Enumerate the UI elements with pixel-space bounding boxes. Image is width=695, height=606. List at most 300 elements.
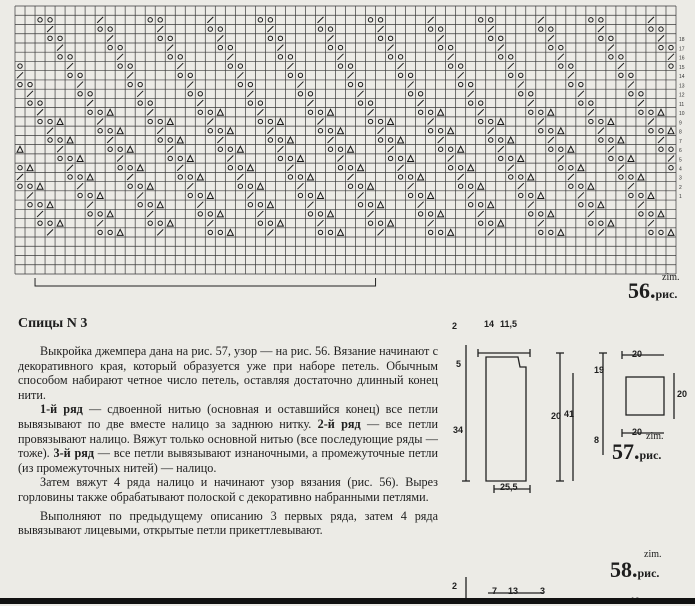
yarn-over-symbol [288, 175, 292, 179]
decrease-symbol [598, 128, 604, 134]
triangle-symbol [87, 174, 93, 180]
triangle-symbol [598, 202, 604, 208]
fig58-dim-b: 13 [508, 586, 519, 596]
yarn-over-symbol [148, 101, 152, 105]
yarn-over-symbol [148, 202, 152, 206]
decrease-symbol [317, 119, 323, 125]
yarn-over-symbol [248, 82, 252, 86]
yarn-over-symbol [298, 73, 302, 77]
yarn-over-symbol [589, 18, 593, 22]
decrease-symbol [37, 109, 43, 115]
triangle-symbol [207, 192, 213, 198]
yarn-over-symbol [659, 129, 663, 133]
yarn-over-symbol [108, 230, 112, 234]
decrease-symbol [277, 146, 283, 152]
yarn-over-symbol [38, 119, 42, 123]
yarn-over-symbol [78, 175, 82, 179]
yarn-over-symbol [468, 184, 472, 188]
chart-grid-lines [15, 6, 676, 274]
yarn-over-symbol [358, 184, 362, 188]
triangle-symbol [217, 211, 223, 217]
decrease-symbol [538, 17, 544, 23]
yarn-over-symbol [428, 230, 432, 234]
triangle-symbol [307, 174, 313, 180]
decrease-symbol [17, 174, 23, 180]
yarn-over-symbol [509, 156, 513, 160]
paragraph-intro: Выкройка джемпера дана на рис. 57, узор — на рис. 56. Вязание начинают с декоративного края, который образуется уже при наборе петель. Обычным способом набирают четное число петель, оставляя достаточно длинный конец нити. [18, 344, 438, 402]
yarn-over-symbol [368, 18, 372, 22]
triangle-symbol [257, 183, 263, 189]
decrease-symbol [47, 229, 53, 235]
yarn-over-symbol [438, 45, 442, 49]
decrease-symbol [428, 119, 434, 125]
triangle-symbol [548, 211, 554, 217]
yarn-over-symbol [338, 64, 342, 68]
yarn-over-symbol [509, 73, 513, 77]
yarn-over-symbol [198, 193, 202, 197]
decrease-symbol [518, 82, 524, 88]
yarn-over-symbol [609, 55, 613, 59]
triangle-symbol [558, 128, 564, 134]
triangle-symbol [227, 229, 233, 235]
triangle-symbol [277, 220, 283, 226]
decrease-symbol [297, 82, 303, 88]
yarn-over-symbol [248, 184, 252, 188]
yarn-over-symbol [278, 138, 282, 142]
yarn-over-symbol [38, 221, 42, 225]
decrease-symbol [327, 35, 333, 41]
yarn-over-symbol [489, 36, 493, 40]
row1-label: 1-й ряд [40, 402, 83, 417]
decrease-symbol [97, 220, 103, 226]
decrease-symbol [468, 192, 474, 198]
yarn-over-symbol [178, 55, 182, 59]
yarn-over-symbol [328, 129, 332, 133]
figure-57-number: 57. [612, 439, 640, 464]
decrease-symbol [508, 165, 514, 171]
yarn-over-symbol [58, 36, 62, 40]
decrease-symbol [57, 45, 63, 51]
decrease-symbol [608, 45, 614, 51]
row-number: 7 [679, 138, 682, 145]
yarn-over-symbol [479, 119, 483, 123]
chart-grid [0, 0, 695, 300]
decrease-symbol [117, 54, 123, 60]
yarn-over-symbol [288, 156, 292, 160]
fig58-dim-left: 2 [452, 581, 458, 591]
yarn-over-symbol [48, 36, 52, 40]
yarn-over-symbol [328, 45, 332, 49]
triangle-symbol [478, 183, 484, 189]
yarn-over-symbol [589, 119, 593, 123]
yarn-over-symbol [458, 82, 462, 86]
pattern-diagrams [448, 315, 695, 604]
yarn-over-symbol [138, 101, 142, 105]
yarn-over-symbol [278, 55, 282, 59]
triangle-symbol [608, 119, 614, 125]
yarn-over-symbol [619, 175, 623, 179]
triangle-symbol [568, 146, 574, 152]
yarn-over-symbol [98, 110, 102, 114]
yarn-over-symbol [198, 92, 202, 96]
yarn-over-symbol [48, 221, 52, 225]
yarn-over-symbol [228, 166, 232, 170]
decrease-symbol [378, 229, 384, 235]
yarn-over-symbol [599, 18, 603, 22]
yarn-over-symbol [208, 230, 212, 234]
yarn-over-symbol [418, 212, 422, 216]
yarn-over-symbol [178, 156, 182, 160]
decrease-symbol [307, 100, 313, 106]
yarn-over-symbol [138, 202, 142, 206]
yarn-over-symbol [408, 193, 412, 197]
decrease-symbol [568, 174, 574, 180]
yarn-over-symbol [308, 193, 312, 197]
triangle-symbol [57, 119, 63, 125]
yarn-over-symbol [258, 202, 262, 206]
triangle-symbol [47, 202, 53, 208]
yarn-over-symbol [378, 36, 382, 40]
yarn-over-symbol [138, 82, 142, 86]
decrease-symbol [107, 137, 113, 143]
figure-57-suffix: рис. [639, 448, 662, 462]
decrease-symbol [187, 183, 193, 189]
yarn-over-symbol [328, 27, 332, 31]
yarn-over-symbol [428, 212, 432, 216]
triangle-symbol [327, 211, 333, 217]
row-number: 2 [679, 184, 682, 191]
triangle-symbol [137, 165, 143, 171]
triangle-symbol [77, 155, 83, 161]
yarn-over-symbol [188, 73, 192, 77]
triangle-symbol [167, 119, 173, 125]
yarn-over-symbol [268, 138, 272, 142]
decrease-symbol [428, 220, 434, 226]
yarn-over-symbol [118, 45, 122, 49]
decrease-symbol [368, 211, 374, 217]
triangle-symbol [628, 155, 634, 161]
decrease-symbol [257, 211, 263, 217]
triangle-symbol [658, 211, 664, 217]
triangle-symbol [358, 165, 364, 171]
decrease-symbol [337, 155, 343, 161]
decrease-symbol [207, 119, 213, 125]
decrease-symbol [267, 26, 273, 32]
yarn-over-symbol [148, 119, 152, 123]
yarn-over-symbol [278, 36, 282, 40]
dim-top-a: 14 [484, 319, 495, 329]
figure-56-number: 56. [628, 278, 656, 303]
yarn-over-symbol [138, 184, 142, 188]
yarn-over-symbol [158, 18, 162, 22]
yarn-over-symbol [218, 147, 222, 151]
decrease-symbol [478, 211, 484, 217]
yarn-over-symbol [609, 36, 613, 40]
triangle-symbol [337, 128, 343, 134]
decrease-symbol [448, 54, 454, 60]
triangle-symbol [267, 202, 273, 208]
decrease-symbol [327, 137, 333, 143]
instructions [18, 316, 438, 538]
decrease-symbol [448, 155, 454, 161]
figure-56-watermark: zim. [662, 272, 680, 283]
yarn-over-symbol [58, 55, 62, 59]
row-number: 5 [679, 157, 682, 164]
yarn-over-symbol [58, 156, 62, 160]
dim-left-big: 34 [453, 425, 464, 435]
row-number: 8 [679, 129, 682, 136]
yarn-over-symbol [388, 36, 392, 40]
yarn-over-symbol [569, 82, 573, 86]
triangle-symbol [97, 192, 103, 198]
decrease-symbol [247, 192, 253, 198]
yarn-over-symbol [619, 156, 623, 160]
yarn-over-symbol [108, 27, 112, 31]
yarn-over-symbol [649, 27, 653, 31]
triangle-symbol [498, 220, 504, 226]
triangle-symbol [57, 220, 63, 226]
row-number: 13 [679, 83, 685, 90]
yarn-over-symbol [589, 202, 593, 206]
yarn-over-symbol [358, 202, 362, 206]
yarn-over-symbol [108, 129, 112, 133]
yarn-over-symbol [88, 193, 92, 197]
yarn-over-symbol [58, 138, 62, 142]
triangle-symbol [648, 192, 654, 198]
figure-58-suffix: рис. [637, 566, 660, 580]
row-number: 16 [679, 55, 685, 62]
decrease-symbol [177, 63, 183, 69]
yarn-over-symbol [198, 110, 202, 114]
decrease-symbol [67, 165, 73, 171]
yarn-over-symbol [458, 166, 462, 170]
yarn-over-symbol [639, 193, 643, 197]
dim-right-d: 8 [594, 435, 600, 445]
decrease-symbol [317, 17, 323, 23]
yarn-over-symbol [569, 166, 573, 170]
yarn-over-symbol [448, 45, 452, 49]
yarn-over-symbol [629, 193, 633, 197]
triangle-symbol [508, 137, 514, 143]
triangle-symbol [117, 128, 123, 134]
decrease-symbol [27, 192, 33, 198]
decrease-symbol [458, 174, 464, 180]
yarn-over-symbol [398, 73, 402, 77]
yarn-over-symbol [208, 212, 212, 216]
yarn-over-symbol [539, 212, 543, 216]
yarn-over-symbol [368, 101, 372, 105]
yarn-over-symbol [208, 27, 212, 31]
decrease-symbol [207, 17, 213, 23]
yarn-over-symbol [378, 138, 382, 142]
yarn-over-symbol [529, 92, 533, 96]
triangle-symbol [217, 109, 223, 115]
decrease-symbol [227, 54, 233, 60]
triangle-symbol [388, 220, 394, 226]
yarn-over-symbol [669, 64, 673, 68]
decrease-symbol [97, 17, 103, 23]
decrease-symbol [358, 91, 364, 97]
yarn-over-symbol [468, 202, 472, 206]
triangle-symbol [498, 119, 504, 125]
yarn-over-symbol [258, 221, 262, 225]
yarn-over-symbol [619, 55, 623, 59]
yarn-over-symbol [529, 110, 533, 114]
yarn-over-symbol [308, 92, 312, 96]
yarn-over-symbol [148, 18, 152, 22]
yarn-over-symbol [258, 119, 262, 123]
yarn-over-symbol [629, 92, 633, 96]
yarn-over-symbol [609, 138, 613, 142]
decrease-symbol [257, 109, 263, 115]
yarn-over-symbol [228, 64, 232, 68]
yarn-over-symbol [398, 156, 402, 160]
decrease-symbol [147, 109, 153, 115]
figure-58-watermark: zim. [644, 549, 662, 560]
yarn-over-symbol [519, 92, 523, 96]
decrease-symbol [368, 109, 374, 115]
yarn-over-symbol [629, 73, 633, 77]
dim-top-b: 11,5 [500, 319, 518, 329]
decrease-symbol [378, 26, 384, 32]
yarn-over-symbol [168, 36, 172, 40]
row-number: 17 [679, 46, 685, 53]
sleeve-dim-top: 20 [632, 349, 643, 359]
yarn-over-symbol [649, 212, 653, 216]
knitting-chart [0, 0, 695, 300]
yarn-over-symbol [178, 175, 182, 179]
yarn-over-symbol [158, 138, 162, 142]
decrease-symbol [57, 146, 63, 152]
yarn-over-symbol [408, 175, 412, 179]
triangle-symbol [458, 146, 464, 152]
yarn-over-symbol [348, 184, 352, 188]
decrease-symbol [598, 26, 604, 32]
decrease-symbol [117, 155, 123, 161]
decrease-symbol [277, 45, 283, 51]
triangle-symbol [548, 109, 554, 115]
yarn-over-symbol [38, 18, 42, 22]
yarn-over-symbol [258, 101, 262, 105]
triangle-symbol [528, 174, 534, 180]
row-number: 10 [679, 111, 685, 118]
triangle-symbol [67, 137, 73, 143]
yarn-over-symbol [318, 230, 322, 234]
decrease-symbol [97, 119, 103, 125]
decrease-symbol [157, 26, 163, 32]
row-number: 12 [679, 92, 685, 99]
decrease-symbol [648, 119, 654, 125]
sleeve-dim-right: 20 [677, 389, 688, 399]
yarn-over-symbol [18, 184, 22, 188]
decrease-symbol [418, 202, 424, 208]
yarn-over-symbol [479, 101, 483, 105]
yarn-over-symbol [168, 138, 172, 142]
decrease-symbol [558, 54, 564, 60]
decrease-symbol [167, 146, 173, 152]
decrease-symbol [217, 35, 223, 41]
yarn-over-symbol [458, 64, 462, 68]
yarn-over-symbol [368, 119, 372, 123]
yarn-over-symbol [589, 221, 593, 225]
repeat-bracket [35, 278, 376, 286]
row-number: 1 [679, 194, 682, 201]
yarn-over-symbol [438, 230, 442, 234]
yarn-over-symbol [338, 45, 342, 49]
yarn-over-symbol [38, 101, 42, 105]
decrease-symbol [458, 72, 464, 78]
decrease-symbol [157, 229, 163, 235]
yarn-over-symbol [499, 138, 503, 142]
decrease-symbol [638, 100, 644, 106]
decrease-symbol [217, 137, 223, 143]
triangle-symbol [287, 137, 293, 143]
decrease-symbol [77, 183, 83, 189]
decrease-symbol [388, 146, 394, 152]
decrease-symbol [628, 183, 634, 189]
decrease-symbol [137, 91, 143, 97]
yarn-over-symbol [639, 92, 643, 96]
paragraph-final: Выполняют по предыдущему описанию 3 первых ряда, затем 4 ряда вывязывают лицевыми, открытые петли прикеттлевывают. [18, 508, 438, 538]
yarn-over-symbol [238, 82, 242, 86]
decrease-symbol [668, 54, 674, 60]
yarn-over-symbol [268, 36, 272, 40]
decrease-symbol [648, 17, 654, 23]
decrease-symbol [468, 91, 474, 97]
triangle-symbol [187, 155, 193, 161]
row2-label: 2-й ряд [317, 416, 361, 431]
decrease-symbol [107, 35, 113, 41]
decrease-symbol [47, 26, 53, 32]
decrease-symbol [77, 82, 83, 88]
yarn-over-symbol [589, 101, 593, 105]
decrease-symbol [147, 211, 153, 217]
yarn-over-symbol [489, 138, 493, 142]
triangle-symbol [297, 155, 303, 161]
triangle-symbol [37, 183, 43, 189]
decrease-symbol [237, 174, 243, 180]
triangle-symbol [428, 192, 434, 198]
triangle-symbol [448, 128, 454, 134]
triangle-symbol [117, 229, 123, 235]
triangle-symbol [418, 174, 424, 180]
row-number: 9 [679, 120, 682, 127]
decrease-symbol [398, 165, 404, 171]
yarn-over-symbol [438, 27, 442, 31]
yarn-over-symbol [388, 156, 392, 160]
yarn-over-symbol [418, 92, 422, 96]
decrease-symbol [558, 155, 564, 161]
yarn-over-symbol [228, 147, 232, 151]
decrease-symbol [498, 146, 504, 152]
decrease-symbol [598, 229, 604, 235]
triangle-symbol [618, 137, 624, 143]
decrease-symbol [267, 128, 273, 134]
yarn-over-symbol [38, 202, 42, 206]
yarn-over-symbol [78, 73, 82, 77]
decrease-symbol [378, 128, 384, 134]
dim-right-a: 20 [551, 411, 562, 421]
yarn-over-symbol [519, 73, 523, 77]
triangle-symbol [438, 211, 444, 217]
yarn-over-symbol [448, 147, 452, 151]
yarn-over-symbol [579, 184, 583, 188]
yarn-over-symbol [559, 64, 563, 68]
yarn-over-symbol [398, 55, 402, 59]
yarn-over-symbol [388, 138, 392, 142]
decrease-symbol [658, 35, 664, 41]
decrease-symbol [528, 100, 534, 106]
